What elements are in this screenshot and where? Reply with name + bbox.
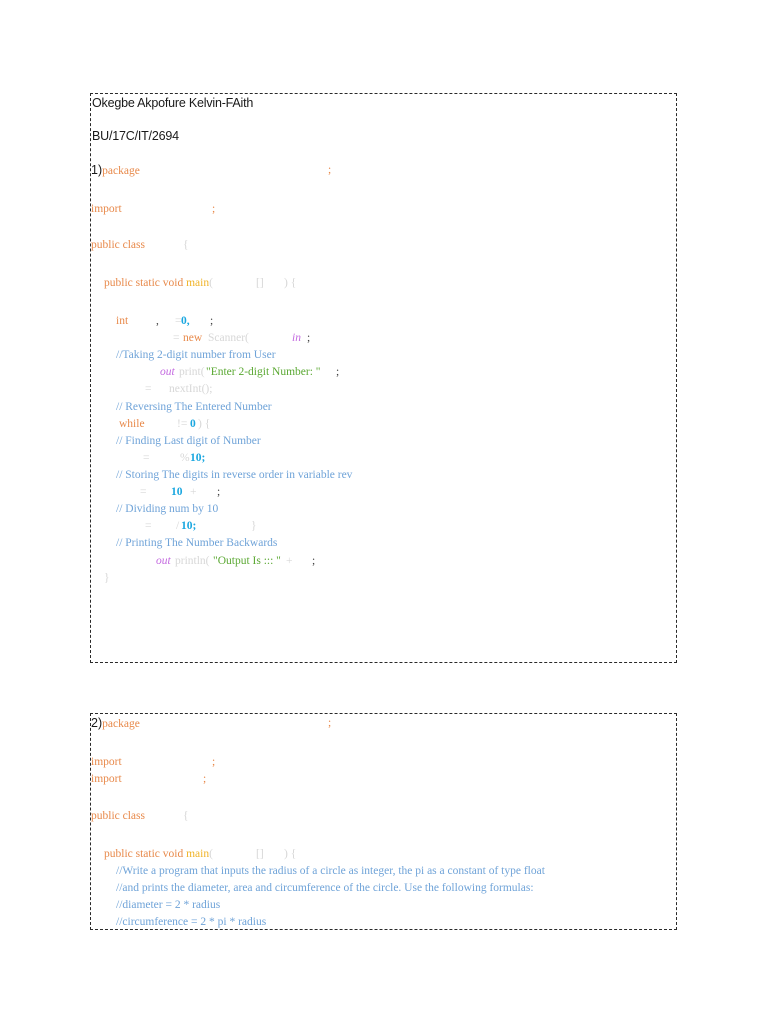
equals: = [175, 315, 182, 327]
comma: , [156, 315, 159, 327]
keyword-new: new [183, 332, 203, 344]
semicolon: ; [328, 164, 332, 176]
paren: ( [209, 848, 213, 860]
comment: // Dividing num by 10 [116, 503, 219, 515]
string-literal: "Output Is ::: " [213, 555, 281, 567]
operator: / [176, 520, 180, 532]
method-call: nextInt(); [169, 383, 213, 395]
code-line-class: public class [91, 239, 145, 251]
comment: // Printing The Number Backwards [116, 537, 278, 549]
question-number: 2) [91, 716, 103, 730]
number-literal: 10; [190, 452, 206, 464]
comment: // Reversing The Entered Number [116, 401, 272, 413]
paren-brace: ) { [284, 848, 297, 860]
code-line-main [104, 276, 213, 290]
comment: //diameter = 2 * radius [116, 899, 221, 911]
code-line-package [91, 163, 140, 178]
array-brackets: [] [256, 848, 264, 860]
keyword: public static void [104, 848, 184, 860]
comment: //circumference = 2 * pi * radius [116, 916, 267, 928]
array-brackets: [] [256, 277, 264, 289]
number-literal: 10; [181, 520, 197, 532]
equals: = [145, 383, 152, 395]
comment: //Write a program that inputs the radius of a circle as integer, the pi as a constant of type float [116, 865, 545, 877]
paren: ( [209, 277, 213, 289]
semicolon: ; [210, 315, 214, 327]
number-literal: 0 [190, 418, 196, 430]
method-call: print( [179, 366, 205, 378]
code-line-package [91, 716, 140, 731]
code-line-class: public class [91, 810, 145, 822]
class-name: Scanner( [208, 332, 249, 344]
keyword: public static void [104, 277, 184, 289]
comment: //Taking 2-digit number from User [116, 349, 276, 361]
field-out: out [156, 555, 171, 567]
brace: } [104, 572, 110, 584]
code-line-main [104, 847, 213, 861]
method-name: main [186, 848, 210, 860]
method-name: main [186, 277, 210, 289]
semicolon: ; [336, 366, 340, 378]
field-in: in [292, 332, 301, 344]
equals: = [145, 520, 152, 532]
method-call: println( [175, 555, 210, 567]
semicolon: ; [212, 756, 216, 768]
equals: = [173, 332, 180, 344]
operator: + [286, 555, 293, 567]
brace: { [183, 239, 189, 251]
student-id: BU/17C/IT/2694 [92, 129, 179, 143]
keyword-while: while [119, 418, 145, 430]
student-name: Okegbe Akpofure Kelvin-FAith [92, 96, 254, 110]
equals: = [143, 452, 150, 464]
operator: != [177, 418, 188, 430]
code-line-import: import [91, 203, 122, 215]
semicolon: ; [203, 773, 207, 785]
operator: + [190, 486, 197, 498]
question-number: 1) [91, 163, 103, 177]
semicolon: ; [217, 486, 221, 498]
field-out: out [160, 366, 175, 378]
semicolon: ; [328, 717, 332, 729]
code-line-int: int [116, 315, 129, 327]
semicolon: ; [212, 203, 216, 215]
comment: //and prints the diameter, area and circumference of the circle. Use the following formulas: [116, 882, 534, 894]
number-literal: 10 [171, 486, 183, 498]
brace: } [251, 520, 257, 532]
string-literal: "Enter 2-digit Number: " [206, 366, 321, 378]
keyword: package [102, 718, 140, 730]
brace: { [183, 810, 189, 822]
semicolon: ; [307, 332, 311, 344]
code-line-import: import [91, 773, 122, 785]
paren-brace: ) { [284, 277, 297, 289]
code-line-import: import [91, 756, 122, 768]
paren-brace: ) { [198, 418, 211, 430]
operator: % [180, 452, 190, 464]
comment: // Storing The digits in reverse order in variable rev [116, 469, 353, 481]
equals: = [140, 486, 147, 498]
semicolon: ; [312, 555, 316, 567]
keyword: package [102, 165, 140, 177]
comment: // Finding Last digit of Number [116, 435, 261, 447]
number-literal: 0, [181, 315, 190, 327]
